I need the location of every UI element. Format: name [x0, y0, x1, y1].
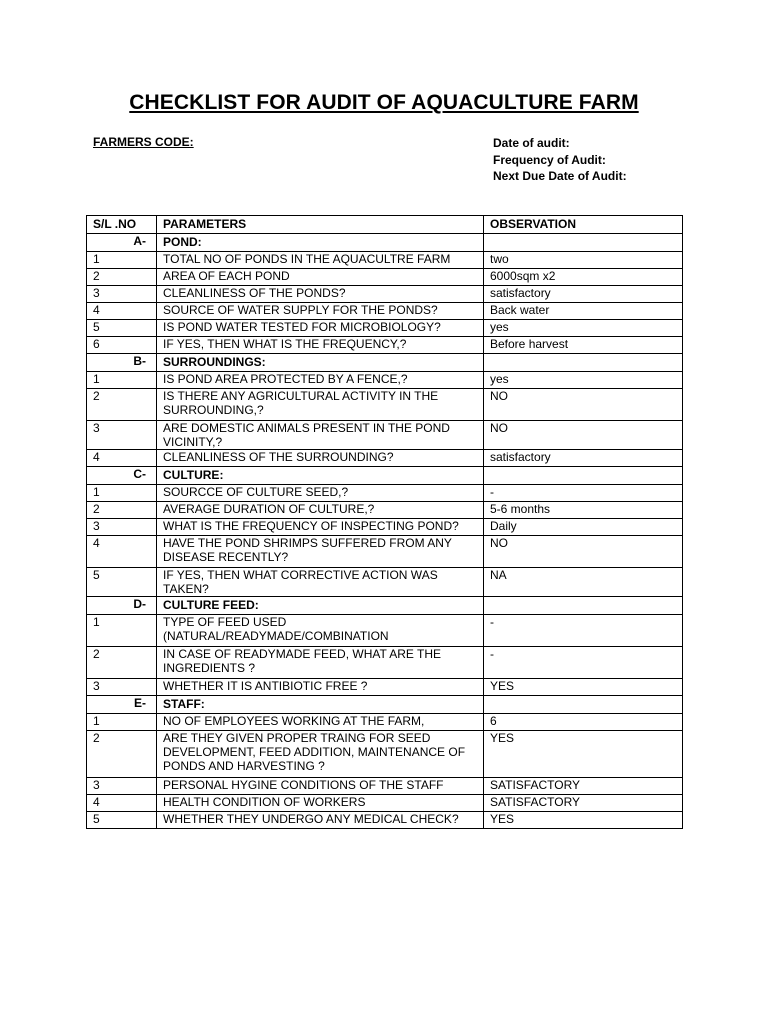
table-row — [87, 286, 683, 303]
row-parameter: ARE DOMESTIC ANIMALS PRESENT IN THE POND VICINITY,? — [157, 421, 484, 450]
row-number: 2 — [87, 502, 157, 519]
table-row — [87, 731, 683, 778]
row-observation: NO — [484, 536, 683, 568]
row-parameter: NO OF EMPLOYEES WORKING AT THE FARM, — [157, 714, 484, 731]
row-observation: - — [484, 485, 683, 502]
row-observation: SATISFACTORY — [484, 778, 683, 795]
section-title: POND: — [157, 234, 484, 252]
row-observation: NA — [484, 568, 683, 597]
row-number: 4 — [87, 303, 157, 320]
section-letter: E- — [87, 696, 157, 714]
row-observation: NO — [484, 389, 683, 421]
section-title: STAFF: — [157, 696, 484, 714]
row-observation: two — [484, 252, 683, 269]
table-row — [87, 485, 683, 502]
table-row — [87, 269, 683, 286]
table-header-row — [87, 216, 683, 234]
table-row — [87, 714, 683, 731]
row-observation: NO — [484, 421, 683, 450]
row-number: 3 — [87, 679, 157, 696]
section-title: CULTURE FEED: — [157, 597, 484, 615]
row-observation: - — [484, 615, 683, 647]
row-parameter: WHAT IS THE FREQUENCY OF INSPECTING POND? — [157, 519, 484, 536]
date-of-audit-label: Date of audit: — [493, 136, 570, 150]
row-parameter: PERSONAL HYGINE CONDITIONS OF THE STAFF — [157, 778, 484, 795]
section-letter: D- — [87, 597, 157, 615]
row-number: 4 — [87, 450, 157, 467]
row-parameter: IF YES, THEN WHAT IS THE FREQUENCY,? — [157, 337, 484, 354]
row-observation: Daily — [484, 519, 683, 536]
row-observation: yes — [484, 372, 683, 389]
section-header-row — [87, 597, 683, 615]
section-observation-cell — [484, 354, 683, 372]
row-observation: SATISFACTORY — [484, 795, 683, 812]
section-letter: C- — [87, 467, 157, 485]
frequency-of-audit-label: Frequency of Audit: — [493, 152, 606, 167]
row-observation: Before harvest — [484, 337, 683, 354]
page-title: CHECKLIST FOR AUDIT OF AQUACULTURE FARM — [129, 91, 639, 114]
row-number: 1 — [87, 372, 157, 389]
table-row — [87, 389, 683, 421]
row-number: 5 — [87, 812, 157, 829]
row-observation: satisfactory — [484, 286, 683, 303]
header-observation: OBSERVATION — [484, 216, 683, 234]
row-parameter: TYPE OF FEED USED (NATURAL/READYMADE/COMBINATION — [157, 615, 484, 647]
row-parameter: CLEANLINESS OF THE PONDS? — [157, 286, 484, 303]
row-parameter: IN CASE OF READYMADE FEED, WHAT ARE THE INGREDIENTS ? — [157, 647, 484, 679]
audit-table-body — [87, 216, 683, 829]
table-row — [87, 450, 683, 467]
table-row — [87, 421, 683, 450]
row-number: 5 — [87, 320, 157, 337]
next-due-date-label: Next Due Date of Audit: — [493, 169, 627, 183]
table-row — [87, 252, 683, 269]
row-observation: YES — [484, 679, 683, 696]
section-observation-cell — [484, 467, 683, 485]
section-header-row — [87, 467, 683, 485]
table-row — [87, 778, 683, 795]
table-row — [87, 502, 683, 519]
farmers-code-label: FARMERS CODE: — [93, 135, 194, 149]
section-observation-cell — [484, 234, 683, 252]
table-row — [87, 568, 683, 597]
row-number: 1 — [87, 714, 157, 731]
header-sl-no: S/L .NO — [87, 216, 157, 234]
row-parameter: WHETHER IT IS ANTIBIOTIC FREE ? — [157, 679, 484, 696]
row-observation: satisfactory — [484, 450, 683, 467]
section-header-row — [87, 234, 683, 252]
section-letter: B- — [87, 354, 157, 372]
row-parameter: IS POND WATER TESTED FOR MICROBIOLOGY? — [157, 320, 484, 337]
audit-checklist-table — [86, 215, 683, 829]
table-row — [87, 303, 683, 320]
table-row — [87, 337, 683, 354]
section-title: SURROUNDINGS: — [157, 354, 484, 372]
row-number: 1 — [87, 615, 157, 647]
table-row — [87, 536, 683, 568]
table-row — [87, 615, 683, 647]
row-number: 2 — [87, 389, 157, 421]
row-number: 4 — [87, 795, 157, 812]
row-number: 3 — [87, 421, 157, 450]
row-number: 6 — [87, 337, 157, 354]
section-letter: A- — [87, 234, 157, 252]
row-number: 1 — [87, 485, 157, 502]
row-observation: YES — [484, 812, 683, 829]
row-parameter: SOURCE OF WATER SUPPLY FOR THE PONDS? — [157, 303, 484, 320]
row-observation: yes — [484, 320, 683, 337]
table-row — [87, 795, 683, 812]
row-parameter: SOURCCE OF CULTURE SEED,? — [157, 485, 484, 502]
row-parameter: WHETHER THEY UNDERGO ANY MEDICAL CHECK? — [157, 812, 484, 829]
row-number: 2 — [87, 731, 157, 778]
audit-meta — [493, 135, 627, 185]
row-observation: 6000sqm x2 — [484, 269, 683, 286]
section-observation-cell — [484, 597, 683, 615]
table-row — [87, 679, 683, 696]
row-observation: YES — [484, 731, 683, 778]
row-number: 2 — [87, 269, 157, 286]
row-number: 3 — [87, 778, 157, 795]
section-header-row — [87, 696, 683, 714]
row-parameter: AVERAGE DURATION OF CULTURE,? — [157, 502, 484, 519]
section-observation-cell — [484, 696, 683, 714]
table-row — [87, 812, 683, 829]
section-title: CULTURE: — [157, 467, 484, 485]
row-parameter: AREA OF EACH POND — [157, 269, 484, 286]
row-number: 2 — [87, 647, 157, 679]
table-row — [87, 519, 683, 536]
row-parameter: TOTAL NO OF PONDS IN THE AQUACULTRE FARM — [157, 252, 484, 269]
row-parameter: CLEANLINESS OF THE SURROUNDING? — [157, 450, 484, 467]
row-number: 5 — [87, 568, 157, 597]
row-parameter: IS POND AREA PROTECTED BY A FENCE,? — [157, 372, 484, 389]
row-parameter: HAVE THE POND SHRIMPS SUFFERED FROM ANY DISEASE RECENTLY? — [157, 536, 484, 568]
row-number: 3 — [87, 519, 157, 536]
table-row — [87, 320, 683, 337]
row-parameter: IS THERE ANY AGRICULTURAL ACTIVITY IN THE SURROUNDING,? — [157, 389, 484, 421]
table-row — [87, 647, 683, 679]
row-parameter: ARE THEY GIVEN PROPER TRAING FOR SEED DEVELOPMENT, FEED ADDITION, MAINTENANCE OF PONDS AND HARVESTING ? — [157, 731, 484, 778]
row-number: 3 — [87, 286, 157, 303]
header-parameters: PARAMETERS — [157, 216, 484, 234]
row-observation: 6 — [484, 714, 683, 731]
table-row — [87, 372, 683, 389]
row-parameter: HEALTH CONDITION OF WORKERS — [157, 795, 484, 812]
row-number: 4 — [87, 536, 157, 568]
row-observation: - — [484, 647, 683, 679]
row-parameter: IF YES, THEN WHAT CORRECTIVE ACTION WAS TAKEN? — [157, 568, 484, 597]
row-observation: Back water — [484, 303, 683, 320]
row-number: 1 — [87, 252, 157, 269]
section-header-row — [87, 354, 683, 372]
row-observation: 5-6 months — [484, 502, 683, 519]
